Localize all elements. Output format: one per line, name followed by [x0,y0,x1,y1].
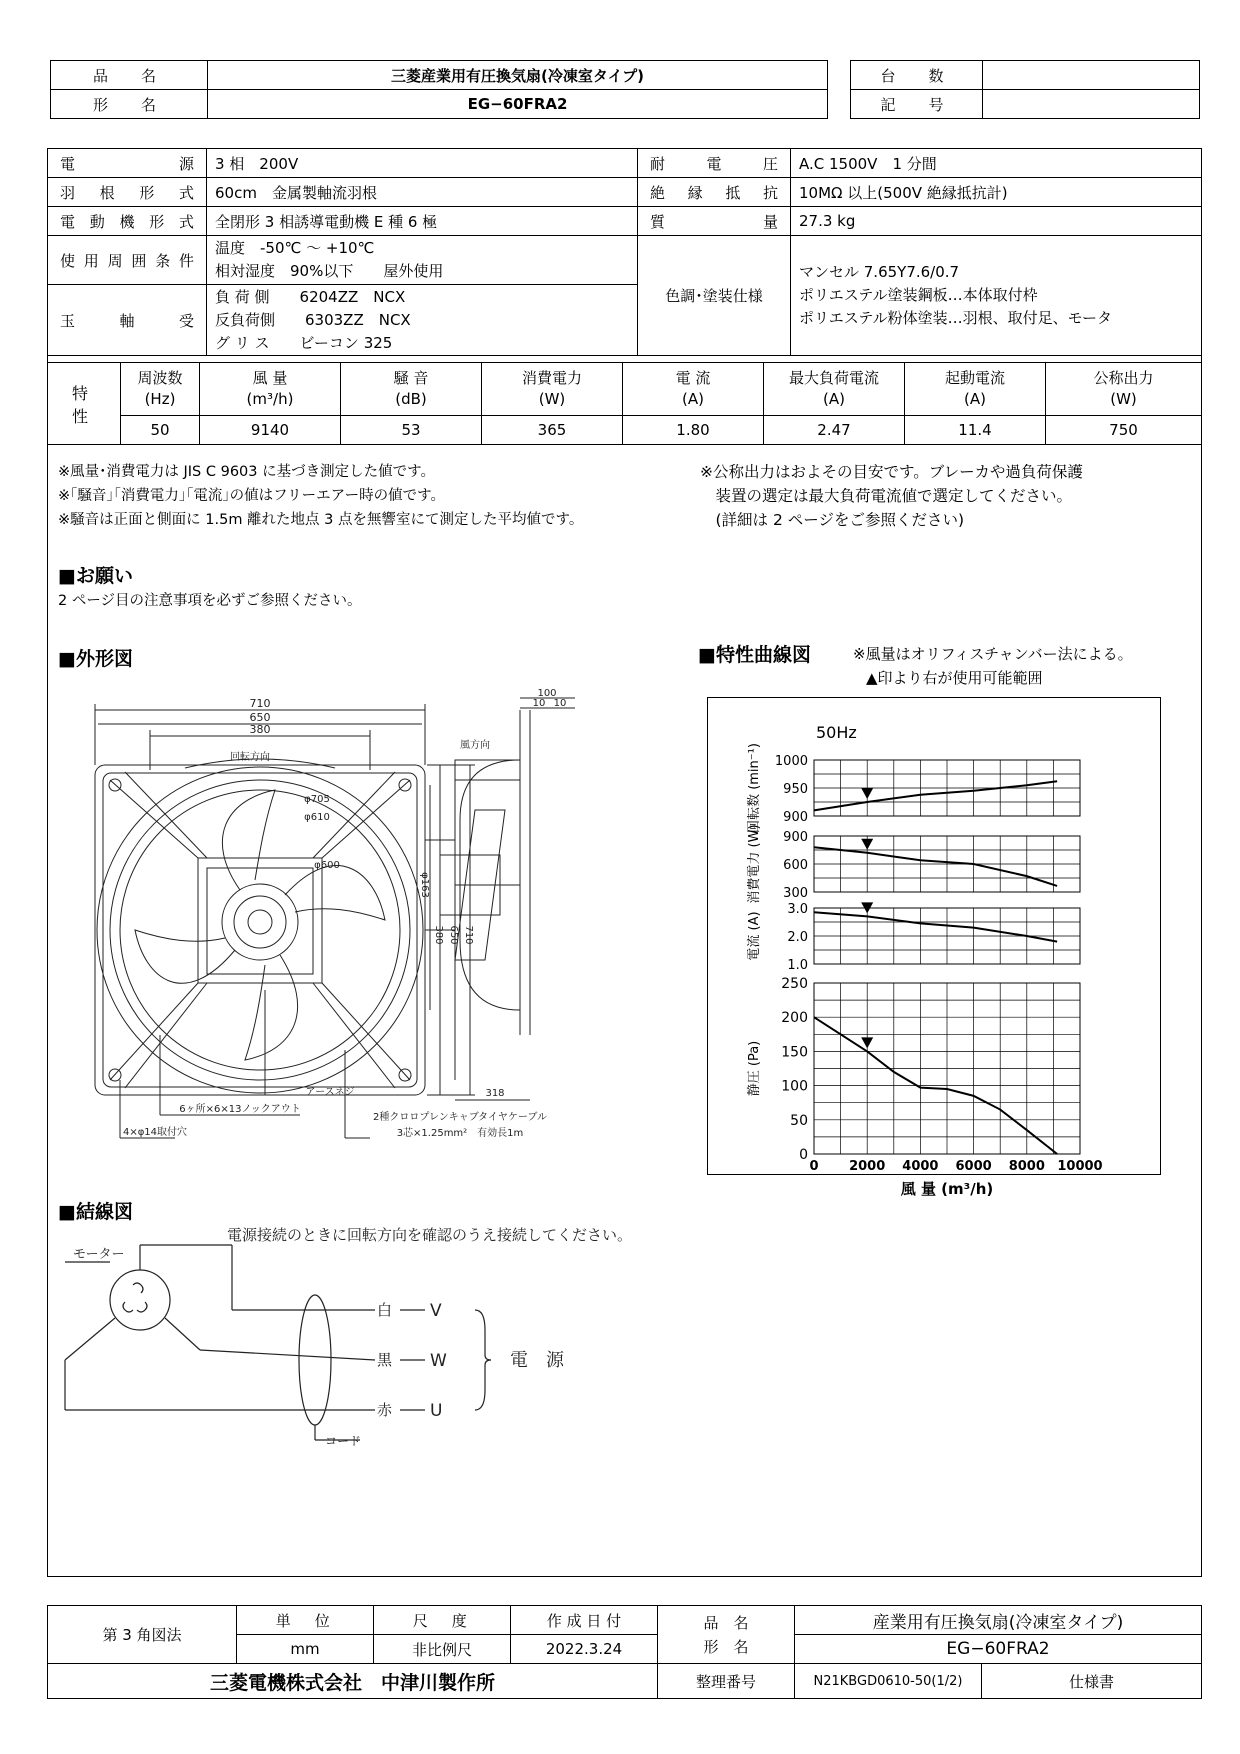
bearing-grease: グ リ ス ビーコン 325 [215,333,393,352]
panel-1-marker [861,839,873,850]
char-header-maxcurrent: 最大負荷電流 (A) [764,363,905,416]
x-axis-label: 風 量 (m³/h) [900,1180,994,1198]
panel-1-ytick: 300 [783,886,808,901]
x-tick: 8000 [1008,1159,1045,1174]
mass-label: 質量 [638,207,791,236]
mass-value: 27.3 kg [791,207,1202,236]
panel-3-ytick: 150 [781,1044,808,1061]
panel-3-ytick: 0 [799,1147,808,1163]
char-value-noise: 53 [341,416,482,445]
power-label: 電源 [48,149,207,178]
footer-table [47,1605,1202,1699]
model-label: 形 名 [51,90,208,119]
phase-u: U [430,1401,443,1421]
doc-type: 仕様書 [982,1664,1202,1699]
dim-h650: 650 [448,925,459,945]
panel-0-ytick: 950 [783,782,808,797]
panel-1-ytick: 900 [783,830,808,845]
char-value-power: 365 [482,416,623,445]
insul-value: 10MΩ 以上(500V 絶縁抵抗計) [791,178,1202,207]
knock-label: 6ヶ所×6×13ノックアウト [179,1104,301,1115]
color-blade: ポリエステル粉体塗装…羽根、取付足、モータ [799,309,1113,327]
notes-right [700,460,1190,532]
company: 三菱電機株式会社 中津川製作所 [48,1664,658,1699]
note-left-2: ※｢騒音｣｢消費電力｣｢電流｣の値はフリーエアー時の値です。 [58,488,445,504]
dim-side-10a: 10 [532,698,546,709]
panel-3-ytick: 100 [781,1078,808,1095]
char-label: 特 性 [48,363,121,445]
x-tick: 0 [809,1159,819,1174]
dim-650: 650 [249,711,271,724]
date-label: 作 成 日 付 [511,1606,658,1635]
panel-2-ytick: 2.0 [787,930,808,945]
date-value: 2022.3.24 [511,1635,658,1664]
outline-title: ■外形図 [58,648,133,670]
dim-d705: φ705 [304,794,330,805]
motor-label: 電動機形式 [48,207,207,236]
outline-drawing [55,690,675,1170]
panel-1-ytick: 600 [783,858,808,873]
power-value: 3 相 200V [207,149,638,178]
x-tick: 6000 [955,1159,992,1174]
rotation-label: 回転方向 [230,752,270,763]
note-right-2: 装置の選定は最大負荷電流値で選定してください。 [700,487,1073,505]
color-value [791,236,1202,356]
panel-0-marker [861,788,873,799]
notes-left [58,460,698,532]
dim-side-10b: 10 [553,698,567,709]
insul-label: 絶縁抵抗 [638,178,791,207]
note-left-3: ※騒音は正面と側面に 1.5m 離れた地点 3 点を無響室にて測定した平均値です。 [58,512,584,528]
sign-value [983,90,1200,119]
dim-380: 380 [249,723,271,736]
wire-black: 黒 [377,1351,393,1369]
char-value-startcurrent: 11.4 [905,416,1046,445]
x-tick: 10000 [1057,1159,1103,1174]
power-source-label: 電 源 [510,1350,564,1371]
note-left-1: ※風量･消費電力は JIS C 9603 に基づき測定した値です。 [58,464,435,480]
withstand-label: 耐電圧 [638,149,791,178]
x-tick: 4000 [902,1159,939,1174]
qty-label: 台 数 [851,61,983,90]
chart-title: ■特性曲線図 [698,644,811,666]
phase-w: W [430,1351,447,1371]
note-right-1: ※公称出力はおよその目安です。ブレーカや過負荷保護 [700,463,1083,481]
char-value-output: 750 [1046,416,1202,445]
request-title: ■お願い [58,565,133,587]
ref-number: N21KBGD0610-50(1/2) [795,1664,982,1699]
char-value-maxcurrent: 2.47 [764,416,905,445]
dim-710: 710 [249,697,271,710]
env-temp: 温度 -50℃ 〜 +10℃ [215,239,375,257]
request-text: 2 ページ目の注意事項を必ずご参照ください。 [58,593,362,609]
model-number: EG−60FRA2 [208,90,828,119]
wiring-instruction: 電源接続のときに回転方向を確認のうえ接続してください。 [227,1226,633,1244]
bearing-antiload: 反負荷側 6303ZZ NCX [215,310,411,329]
chart-note-1: ※風量はオリフィスチャンバー法による。 [853,645,1133,663]
dim-h163: φ163 [419,872,430,898]
char-header-current: 電 流 (A) [623,363,764,416]
color-frame: ポリエステル塗装鋼板…本体取付枠 [799,286,1038,304]
scale-label: 尺 度 [374,1606,511,1635]
withstand-value: A.C 1500V 1 分間 [791,149,1202,178]
footer-model: EG−60FRA2 [795,1635,1202,1664]
blade-value: 60cm 金属製軸流羽根 [207,178,638,207]
frequency-label: 50Hz [816,723,857,742]
panel-3-marker [861,1037,873,1048]
cable-label-1: 2種クロロプレンキャブタイヤケーブル [373,1112,547,1123]
unit-value: mm [237,1635,374,1664]
char-value-current: 1.80 [623,416,764,445]
panel-2-curve [814,912,1057,941]
cord-label: コード [325,1434,362,1448]
holes-label: 4×φ14取付穴 [122,1127,188,1138]
product-name: 三菱産業用有圧換気扇(冷凍室タイプ) [208,61,828,90]
bearing-load: 負 荷 側 6204ZZ NCX [215,287,406,306]
color-munsell: マンセル 7.65Y7.6/0.7 [799,263,960,281]
panel-3-ytick: 200 [781,1010,808,1027]
panel-1-ylabel: 消費電力 (W) [747,824,762,904]
panel-3-ylabel: 静圧 (Pa) [747,1040,762,1097]
char-value-airflow: 9140 [200,416,341,445]
wind-label: 風方向 [460,740,490,751]
motor-value: 全閉形 3 相誘導電動機 E 種 6 極 [207,207,638,236]
dim-h380: 380 [433,925,444,945]
name-label: 品 名 [51,61,208,90]
env-humidity: 相対湿度 90%以下 屋外使用 [215,262,444,280]
sign-label: 記 号 [851,90,983,119]
motor-label: モーター [73,1247,125,1262]
panel-3-ytick: 50 [790,1112,808,1129]
wiring-diagram [55,1226,675,1470]
header-table [50,60,828,119]
dim-side-318: 318 [485,1088,505,1099]
char-header-noise: 騒 音 (dB) [341,363,482,416]
char-value-freq: 50 [121,416,200,445]
performance-chart [707,697,1161,1198]
dim-d600: φ600 [314,860,340,871]
panel-3-ytick: 250 [781,976,808,992]
dim-side-100: 100 [537,688,557,699]
char-header-output: 公称出力 (W) [1046,363,1202,416]
ref-label: 整理番号 [658,1664,795,1699]
unit-label: 単 位 [237,1606,374,1635]
bearing-value [207,285,638,356]
panel-2-ytick: 3.0 [787,902,808,917]
char-header-power: 消費電力 (W) [482,363,623,416]
scale-value: 非比例尺 [374,1635,511,1664]
x-tick: 2000 [849,1159,886,1174]
quantity-table [850,60,1200,119]
projection: 第 3 角図法 [48,1606,237,1664]
spec-table [47,148,1202,356]
char-header-freq: 周波数 (Hz) [121,363,200,416]
bearing-label: 玉軸受 [48,285,207,356]
qty-value [983,61,1200,90]
char-header-startcurrent: 起動電流 (A) [905,363,1046,416]
char-header-airflow: 風 量 (m³/h) [200,363,341,416]
panel-0-curve [814,781,1057,810]
env-value [207,236,638,285]
phase-v: V [430,1301,442,1321]
chart-note-2: ▲印より右が使用可能範囲 [866,669,1043,687]
note-right-3: (詳細は 2 ページをご参照ください) [700,511,965,529]
footer-name-model-labels: 品 名 形 名 [658,1606,795,1664]
env-label: 使用周囲条件 [48,236,207,285]
characteristics-table [47,362,1202,445]
panel-1-curve [814,847,1057,886]
panel-0-ylabel: 回転数 (min⁻¹) [747,743,762,833]
wire-red: 赤 [377,1401,393,1419]
panel-0-ytick: 900 [783,810,808,825]
cable-label-2: 3芯×1.25mm² 有効長1m [396,1128,524,1139]
wire-white: 白 [377,1301,393,1319]
panel-0-ytick: 1000 [774,754,808,769]
blade-label: 羽根形式 [48,178,207,207]
panel-2-ytick: 1.0 [787,958,808,973]
dim-d610: φ610 [304,812,330,823]
earth-label: アースネジ [305,1087,355,1098]
wiring-title: ■結線図 [58,1201,133,1223]
footer-product: 産業用有圧換気扇(冷凍室タイプ) [795,1606,1202,1635]
dim-h710: 710 [463,925,474,945]
color-label: 色調･塗装仕様 [638,236,791,356]
panel-2-ylabel: 電流 (A) [747,911,762,961]
